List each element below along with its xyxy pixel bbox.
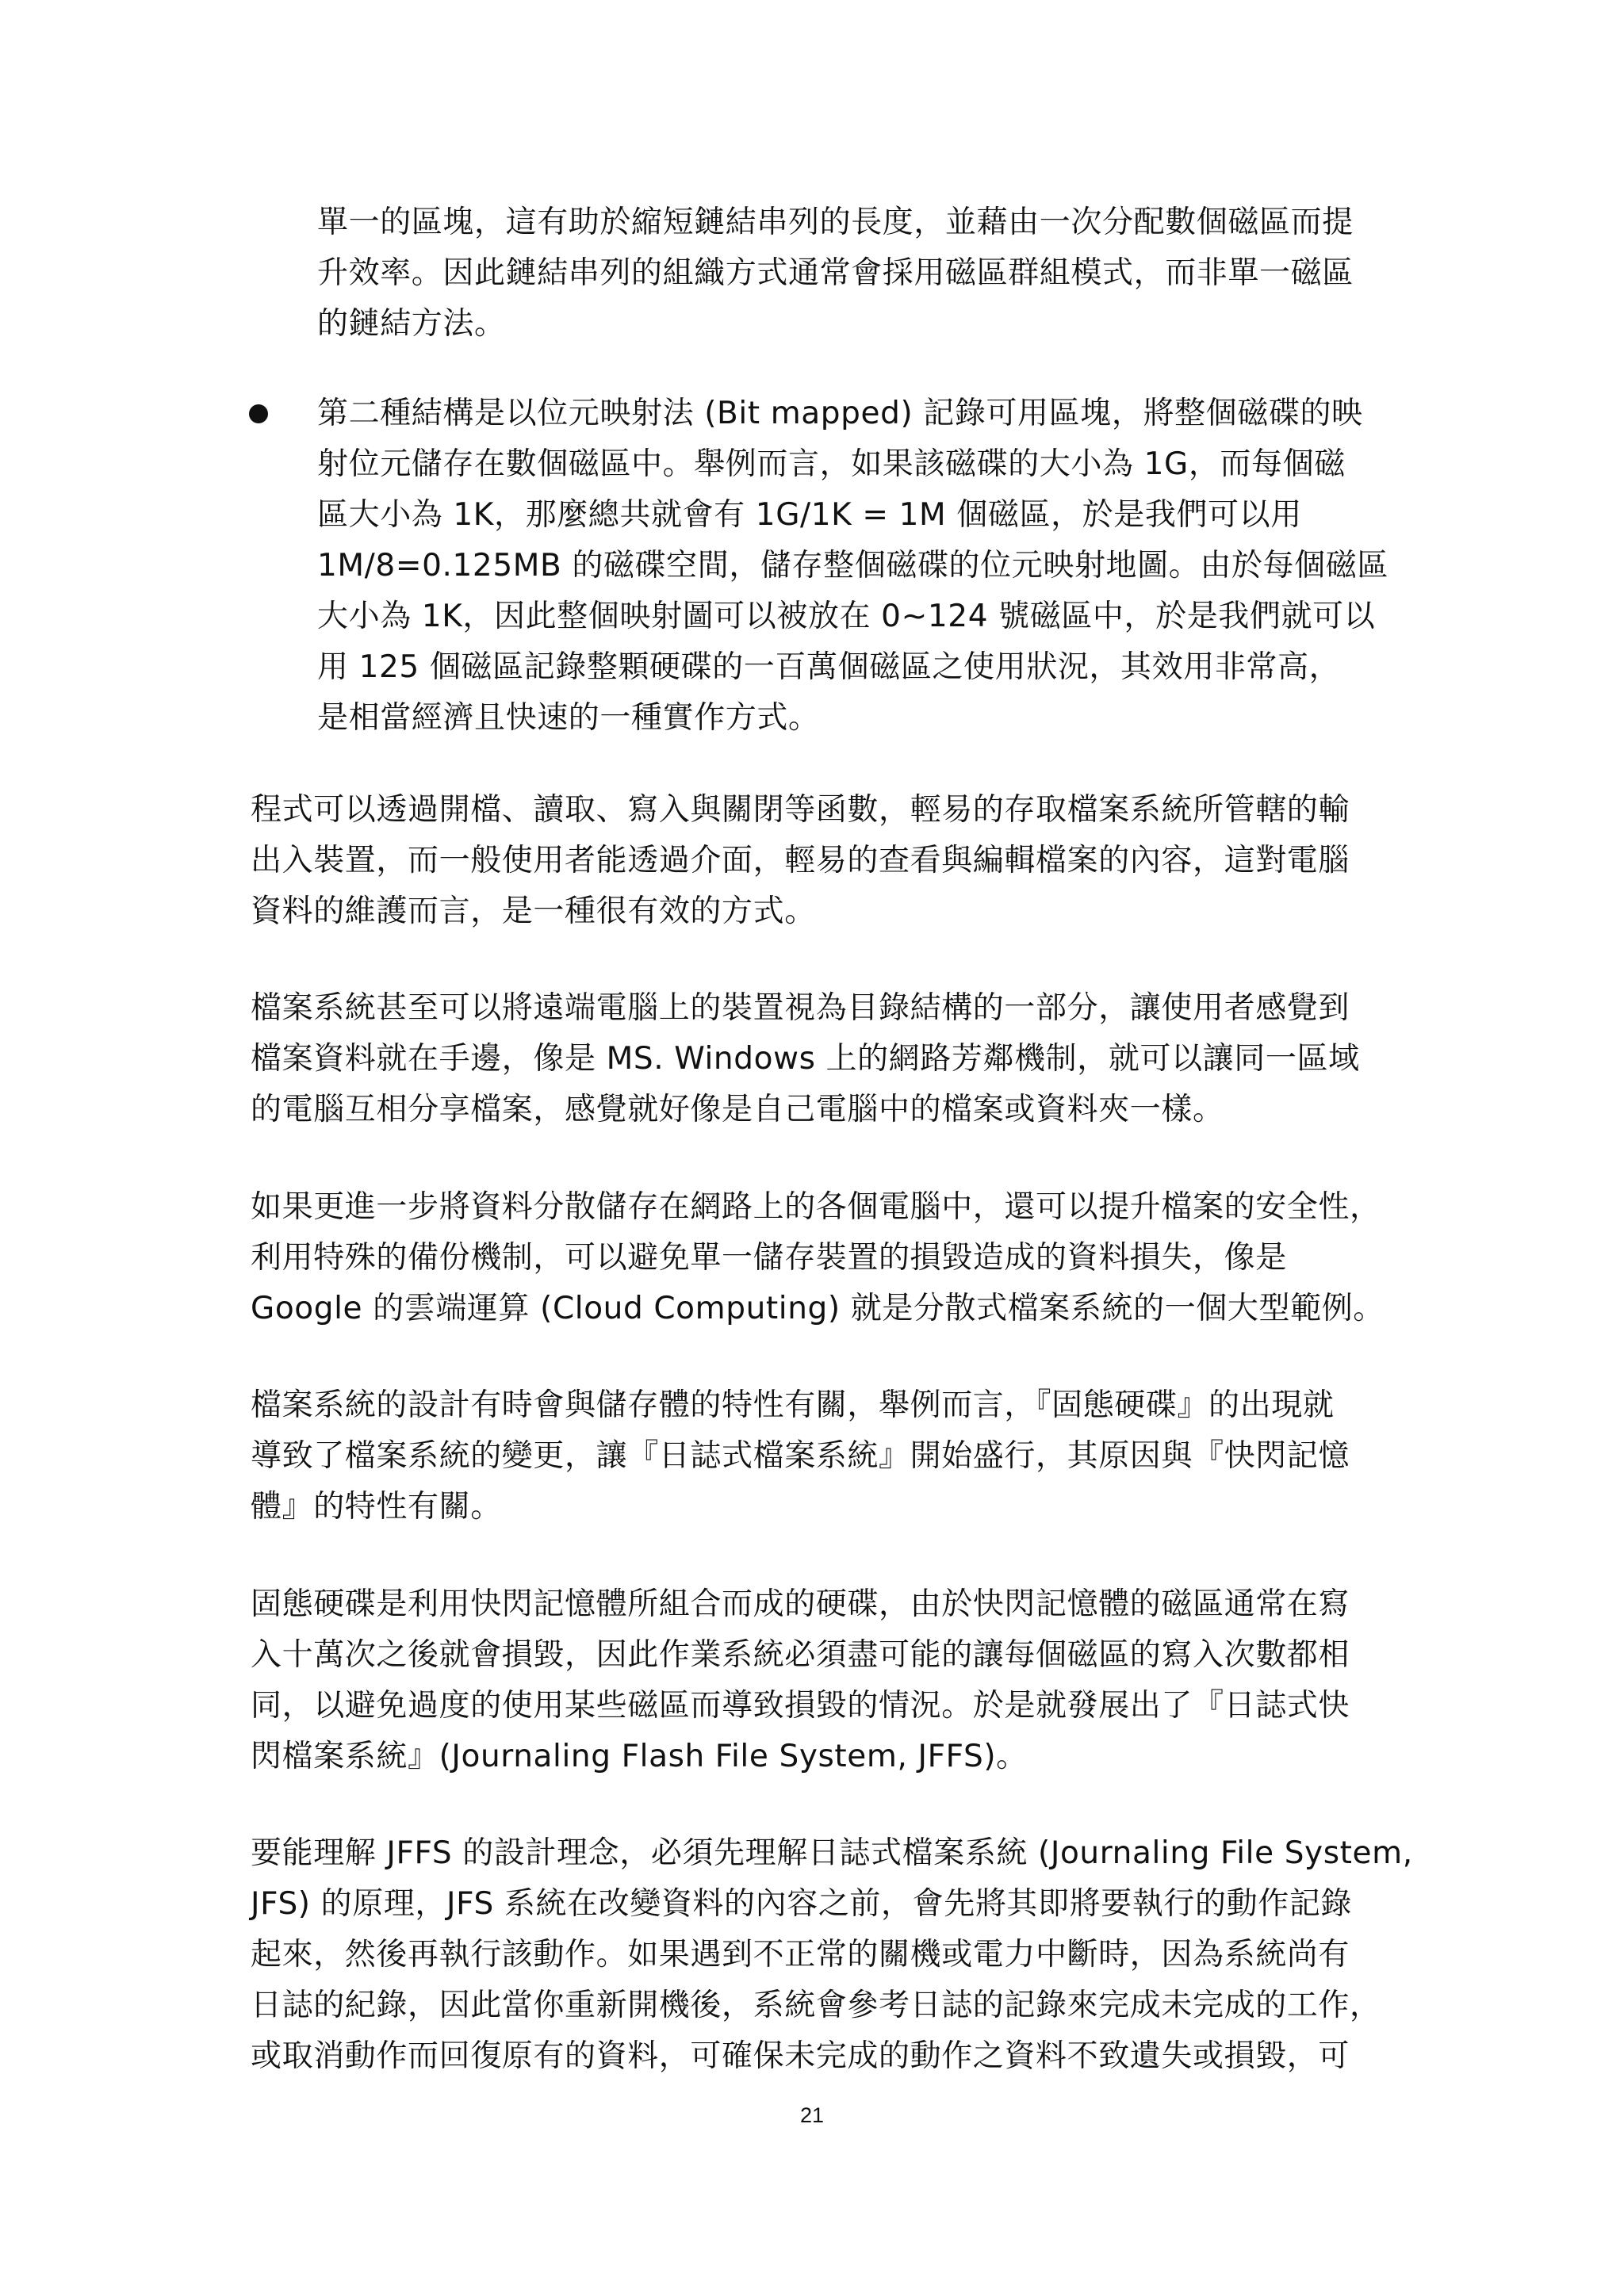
text-line: 導致了檔案系統的變更，讓『日誌式檔案系統』開始盛行，其原因與『快閃記憶 — [251, 1438, 1350, 1474]
text-line: 檔案系統甚至可以將遠端電腦上的裝置視為目錄結構的一部分，讓使用者感覺到 — [251, 990, 1350, 1026]
text-line: 檔案資料就在手邊，像是 MS. Windows 上的網路芳鄰機制，就可以讓同一區域 — [251, 1041, 1360, 1077]
text-line: 如果更進一步將資料分散儲存在網路上的各個電腦中，還可以提升檔案的安全性， — [251, 1189, 1381, 1225]
text-line: 的電腦互相分享檔案，感覺就好像是自己電腦中的檔案或資料夾一樣。 — [251, 1092, 1224, 1127]
text-line: 第二種結構是以位元映射法 (Bit mapped) 記錄可用區塊，將整個磁碟的映 — [317, 396, 1363, 431]
text-line: 區大小為 1K，那麼總共就會有 1G/1K = 1M 個磁區，於是我們可以用 — [317, 497, 1302, 533]
text-line: 日誌的紀錄，因此當你重新開機後，系統會參考日誌的記錄來完成未完成的工作， — [251, 1988, 1381, 2023]
text-line: 1M/8=0.125MB 的磁碟空間，儲存整個磁碟的位元映射地圖。由於每個磁區 — [317, 548, 1388, 584]
text-line: 利用特殊的備份機制，可以避免單一儲存裝置的損毀造成的資料損失，像是 — [251, 1240, 1287, 1276]
text-line: 入十萬次之後就會損毀，因此作業系統必須盡可能的讓每個磁區的寫入次數都相 — [251, 1637, 1350, 1673]
text-line: 固態硬碟是利用快閃記憶體所組合而成的硬碟，由於快閃記憶體的磁區通常在寫 — [251, 1586, 1350, 1622]
page-number: 21 — [799, 2103, 825, 2127]
text-line: 閃檔案系統』(Journaling Flash File System, JFFS)。 — [251, 1739, 1028, 1774]
bullet-icon — [249, 404, 268, 423]
text-line: 大小為 1K，因此整個映射圖可以被放在 0~124 號磁區中，於是我們就可以 — [317, 599, 1376, 634]
text-line: 用 125 個磁區記錄整顆硬碟的一百萬個磁區之使用狀況，其效用非常高， — [317, 649, 1341, 685]
text-line: 同，以避免過度的使用某些磁區而導致損毀的情況。於是就發展出了『日誌式快 — [251, 1688, 1350, 1724]
text-line: 或取消動作而回復原有的資料，可確保未完成的動作之資料不致遺失或損毀，可 — [251, 2038, 1350, 2074]
text-line: 體』的特性有關。 — [251, 1489, 502, 1525]
text-line: 起來，然後再執行該動作。如果遇到不正常的關機或電力中斷時，因為系統尚有 — [251, 1937, 1350, 1973]
text-line: 資料的維護而言，是一種很有效的方式。 — [251, 894, 816, 929]
text-line: 的鏈結方法。 — [317, 306, 506, 342]
text-line: 檔案系統的設計有時會與儲存體的特性有關，舉例而言，『固態硬碟』的出現就 — [251, 1387, 1335, 1423]
text-line: 升效率。因此鏈結串列的組織方式通常會採用磁區群組模式，而非單一磁區 — [317, 255, 1354, 291]
text-line: Google 的雲端運算 (Cloud Computing) 就是分散式檔案系統的一個大型範例。 — [251, 1291, 1385, 1326]
text-line: 程式可以透過開檔、讀取、寫入與關閉等函數，輕易的存取檔案系統所管轄的輸 — [251, 792, 1350, 828]
text-line: 是相當經濟且快速的一種實作方式。 — [317, 700, 820, 736]
text-line: 出入裝置，而一般使用者能透過介面，輕易的查看與編輯檔案的內容，這對電腦 — [251, 843, 1350, 878]
text-line: 要能理解 JFFS 的設計理念，必須先理解日誌式檔案系統 (Journaling File System, — [251, 1835, 1413, 1871]
text-line: 單一的區塊，這有助於縮短鏈結串列的長度，並藉由一次分配數個磁區而提 — [317, 205, 1354, 240]
text-line: JFS) 的原理，JFS 系統在改變資料的內容之前，會先將其即將要執行的動作記錄 — [251, 1886, 1353, 1922]
text-line: 射位元儲存在數個磁區中。舉例而言，如果該磁碟的大小為 1G，而每個磁 — [317, 446, 1346, 482]
